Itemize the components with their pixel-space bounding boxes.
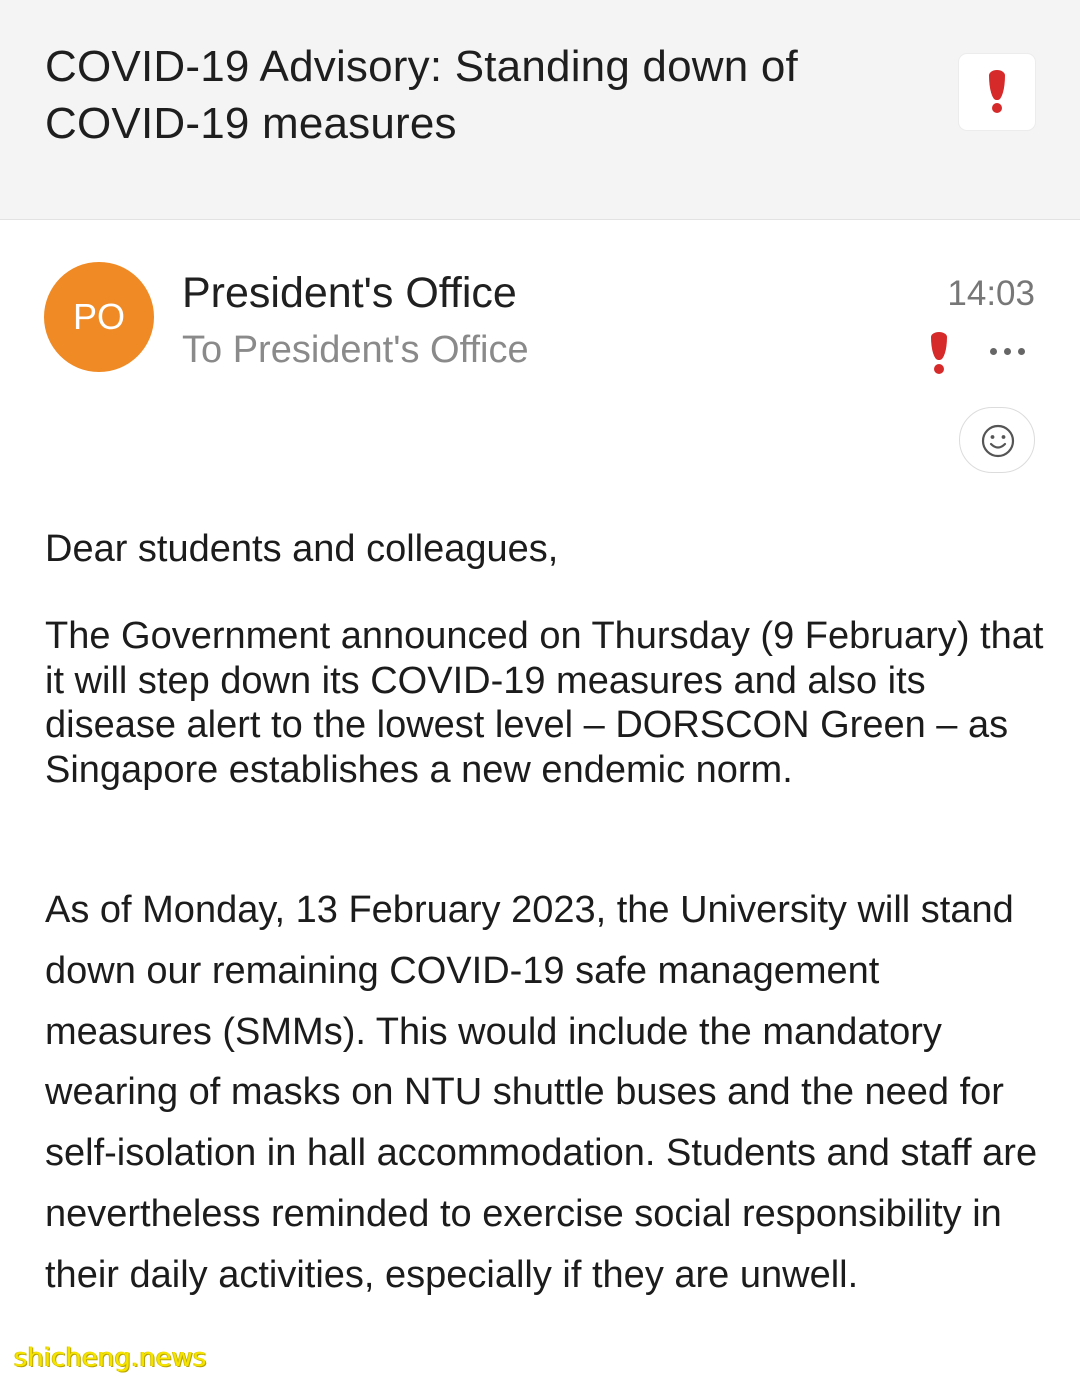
sender-name[interactable]: President's Office xyxy=(182,269,517,317)
more-options-button[interactable] xyxy=(984,335,1034,369)
avatar[interactable]: PO xyxy=(44,262,154,372)
message-time: 14:03 xyxy=(947,274,1035,313)
reaction-button[interactable] xyxy=(959,407,1035,473)
high-importance-icon xyxy=(931,332,947,376)
exclamation-icon xyxy=(989,70,1005,114)
more-options-icon xyxy=(990,348,997,355)
email-subject: COVID-19 Advisory: Standing down of COVID-19 measures xyxy=(45,42,798,148)
email-paragraph: As of Monday, 13 February 2023, the University will stand down our remaining COVID-19 safe management measures (SMMs). This would include the mandatory wearing of masks on NTU shuttle buses and the need for self-isolation in hall accommodation. Students and staff are nevertheless reminded to exercise social responsibility in their daily activities, especially if they are unwell. xyxy=(45,889,1038,1296)
recipient-line[interactable]: To President's Office xyxy=(182,329,529,371)
importance-flag-button[interactable] xyxy=(959,54,1035,130)
subject-header xyxy=(0,0,1080,220)
smiley-icon xyxy=(980,423,1016,459)
email-paragraph: The Government announced on Thursday (9 February) that it will step down its COVID-19 measures and also its disease alert to the lowest level – DORSCON Green – as Singapore establishes a new endemic norm. xyxy=(45,615,1044,791)
email-greeting: Dear students and colleagues, xyxy=(45,528,559,570)
watermark: shicheng.news xyxy=(14,1343,207,1373)
